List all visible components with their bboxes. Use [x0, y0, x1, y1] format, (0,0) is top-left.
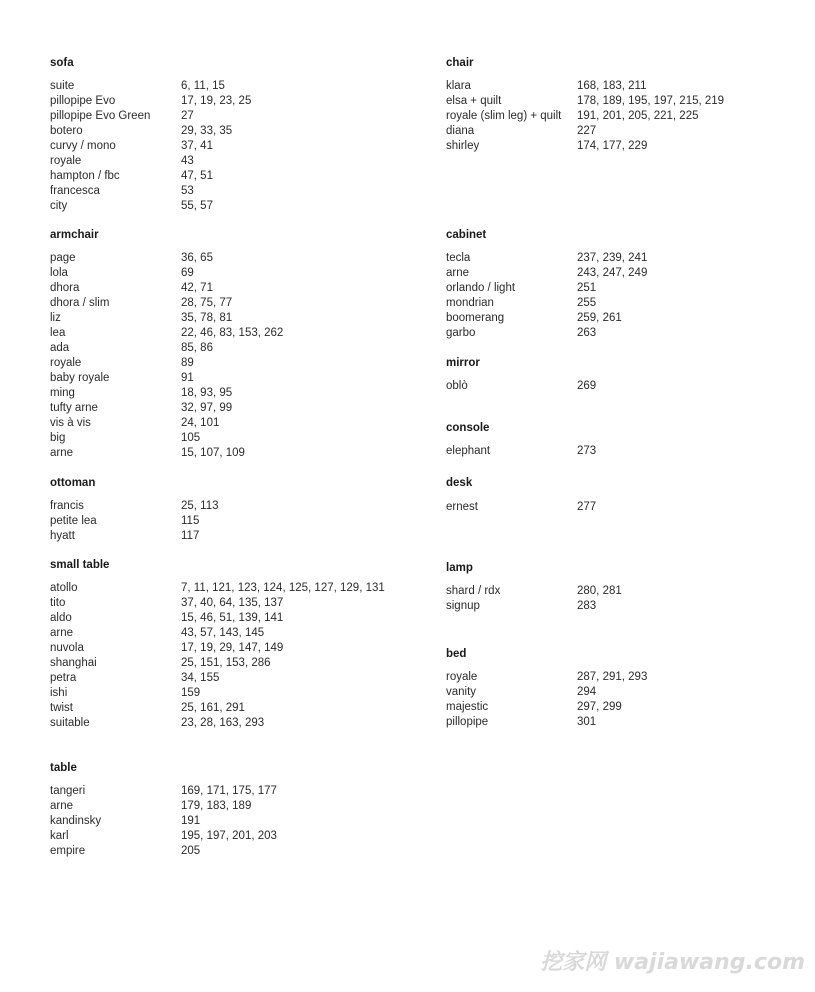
- entry-name: kandinsky: [50, 815, 102, 827]
- entry-pages: 43: [181, 155, 194, 167]
- entry-pages: 47, 51: [181, 170, 213, 182]
- section-ottoman: [50, 476, 219, 542]
- entry-pages: 227: [577, 125, 597, 137]
- entry-name: karl: [50, 830, 69, 842]
- entry-pages: 69: [181, 267, 194, 279]
- entry-name: liz: [50, 312, 61, 324]
- entry-pages: 178, 189, 195, 197, 215, 219: [577, 95, 725, 107]
- entry-name: vanity: [446, 686, 477, 698]
- entry-name: oblò: [446, 380, 468, 392]
- entry-name: vis à vis: [50, 417, 91, 429]
- entry-name: pillopipe: [446, 716, 489, 728]
- entry-name: curvy / mono: [50, 140, 116, 152]
- entry-pages: 294: [577, 686, 597, 698]
- entry-pages: 91: [181, 372, 194, 384]
- entry-pages: 36, 65: [181, 252, 213, 264]
- entry-pages: 7, 11, 121, 123, 124, 125, 127, 129, 131: [181, 582, 385, 594]
- entry-pages: 22, 46, 83, 153, 262: [181, 327, 284, 339]
- entry-pages: 37, 40, 64, 135, 137: [181, 597, 284, 609]
- entry-pages: 17, 19, 29, 147, 149: [181, 642, 284, 654]
- entry-name: pillopipe Evo: [50, 95, 116, 107]
- section-lamp: [446, 561, 622, 612]
- section-cabinet: [446, 228, 648, 339]
- entry-name: hampton / fbc: [50, 170, 120, 182]
- entry-pages: 89: [181, 357, 194, 369]
- entry-pages: 179, 183, 189: [181, 800, 252, 812]
- entry-name: shanghai: [50, 657, 97, 669]
- entry-pages: 168, 183, 211: [577, 80, 647, 92]
- entry-pages: 297, 299: [577, 701, 622, 713]
- entry-name: tangeri: [50, 785, 86, 797]
- entry-name: empire: [50, 845, 86, 857]
- entry-pages: 117: [181, 530, 200, 542]
- section-sofa: [50, 56, 252, 212]
- entry-pages: 17, 19, 23, 25: [181, 95, 252, 107]
- section-title: cabinet: [446, 229, 487, 241]
- entry-name: diana: [446, 125, 475, 137]
- entry-pages: 115: [181, 515, 200, 527]
- entry-pages: 25, 161, 291: [181, 702, 245, 714]
- entry-pages: 43, 57, 143, 145: [181, 627, 265, 639]
- entry-pages: 287, 291, 293: [577, 671, 648, 683]
- entry-pages: 35, 78, 81: [181, 312, 233, 324]
- entry-name: twist: [50, 702, 73, 714]
- entry-pages: 263: [577, 327, 597, 339]
- entry-pages: 34, 155: [181, 672, 220, 684]
- entry-name: orlando / light: [446, 282, 516, 294]
- entry-name: signup: [446, 600, 480, 612]
- entry-name: garbo: [446, 327, 476, 339]
- section-title: desk: [446, 477, 473, 489]
- entry-name: petra: [50, 672, 77, 684]
- entry-name: lea: [50, 327, 66, 339]
- entry-name: big: [50, 432, 66, 444]
- entry-name: ada: [50, 342, 70, 354]
- entry-name: page: [50, 252, 76, 264]
- entry-name: shard / rdx: [446, 585, 501, 597]
- section-desk: [446, 476, 597, 513]
- entry-name: arne: [50, 627, 74, 639]
- entry-pages: 169, 171, 175, 177: [181, 785, 277, 797]
- entry-name: royale: [446, 671, 478, 683]
- entry-name: pillopipe Evo Green: [50, 110, 151, 122]
- entry-pages: 15, 46, 51, 139, 141: [181, 612, 284, 624]
- entry-pages: 85, 86: [181, 342, 213, 354]
- entry-pages: 27: [181, 110, 194, 122]
- entry-name: hyatt: [50, 530, 75, 542]
- entry-pages: 25, 113: [181, 500, 219, 512]
- section-mirror: [446, 356, 597, 392]
- section-small-table: [50, 558, 385, 729]
- entry-pages: 259, 261: [577, 312, 622, 324]
- entry-name: royale: [50, 357, 82, 369]
- entry-pages: 195, 197, 201, 203: [181, 830, 277, 842]
- entry-pages: 105: [181, 432, 201, 444]
- entry-name: klara: [446, 80, 471, 92]
- entry-pages: 301: [577, 716, 597, 728]
- entry-pages: 15, 107, 109: [181, 447, 245, 459]
- entry-name: city: [50, 200, 68, 212]
- section-title: mirror: [446, 357, 480, 369]
- entry-name: ishi: [50, 687, 68, 699]
- entry-pages: 6, 11, 15: [181, 80, 225, 92]
- entry-pages: 191, 201, 205, 221, 225: [577, 110, 699, 122]
- entry-pages: 269: [577, 380, 597, 392]
- entry-name: aldo: [50, 612, 72, 624]
- entry-name: ming: [50, 387, 75, 399]
- entry-name: majestic: [446, 701, 489, 713]
- entry-name: tito: [50, 597, 66, 609]
- entry-pages: 23, 28, 163, 293: [181, 717, 265, 729]
- entry-name: baby royale: [50, 372, 110, 384]
- entry-pages: 18, 93, 95: [181, 387, 233, 399]
- entry-name: mondrian: [446, 297, 494, 309]
- section-title: armchair: [50, 229, 99, 241]
- entry-name: boomerang: [446, 312, 505, 324]
- entry-pages: 28, 75, 77: [181, 297, 233, 309]
- section-title: table: [50, 762, 77, 774]
- section-console: [446, 421, 597, 457]
- entry-name: royale (slim leg) + quilt: [446, 110, 562, 122]
- entry-name: arne: [50, 800, 74, 812]
- entry-name: royale: [50, 155, 82, 167]
- entry-name: shirley: [446, 140, 480, 152]
- entry-pages: 174, 177, 229: [577, 140, 648, 152]
- watermark: 挖家网 wajiawang.com: [540, 950, 805, 975]
- entry-pages: 283: [577, 600, 597, 612]
- entry-pages: 255: [577, 297, 597, 309]
- section-title: console: [446, 422, 490, 434]
- entry-pages: 237, 239, 241: [577, 252, 648, 264]
- section-chair: [446, 56, 725, 152]
- entry-pages: 191: [181, 815, 201, 827]
- entry-pages: 37, 41: [181, 140, 213, 152]
- entry-name: dhora / slim: [50, 297, 110, 309]
- entry-name: nuvola: [50, 642, 84, 654]
- entry-pages: 42, 71: [181, 282, 213, 294]
- entry-name: francis: [50, 500, 84, 512]
- entry-name: dhora: [50, 282, 80, 294]
- section-title: small table: [50, 559, 110, 571]
- entry-pages: 243, 247, 249: [577, 267, 648, 279]
- entry-name: atollo: [50, 582, 78, 594]
- section-title: lamp: [446, 562, 473, 574]
- entry-name: botero: [50, 125, 83, 137]
- entry-pages: 159: [181, 687, 201, 699]
- entry-name: arne: [446, 267, 470, 279]
- entry-pages: 55, 57: [181, 200, 213, 212]
- entry-name: petite lea: [50, 515, 97, 527]
- section-bed: [446, 647, 648, 728]
- section-title: ottoman: [50, 477, 96, 489]
- entry-pages: 205: [181, 845, 201, 857]
- entry-name: suite: [50, 80, 75, 92]
- entry-name: tecla: [446, 252, 471, 264]
- entry-name: arne: [50, 447, 74, 459]
- entry-pages: 277: [577, 501, 597, 513]
- entry-pages: 32, 97, 99: [181, 402, 233, 414]
- entry-name: tufty arne: [50, 402, 98, 414]
- entry-pages: 29, 33, 35: [181, 125, 233, 137]
- section-title: chair: [446, 57, 474, 69]
- entry-name: elsa + quilt: [446, 95, 502, 107]
- entry-name: lola: [50, 267, 68, 279]
- entry-pages: 25, 151, 153, 286: [181, 657, 271, 669]
- entry-name: francesca: [50, 185, 100, 197]
- section-title: sofa: [50, 57, 74, 69]
- entry-pages: 280, 281: [577, 585, 622, 597]
- entry-pages: 53: [181, 185, 194, 197]
- entry-name: ernest: [446, 501, 478, 513]
- entry-name: elephant: [446, 445, 491, 457]
- entry-name: suitable: [50, 717, 90, 729]
- section-title: bed: [446, 648, 467, 660]
- entry-pages: 24, 101: [181, 417, 220, 429]
- entry-pages: 251: [577, 282, 597, 294]
- section-table: [50, 761, 277, 857]
- section-armchair: [50, 228, 284, 459]
- entry-pages: 273: [577, 445, 597, 457]
